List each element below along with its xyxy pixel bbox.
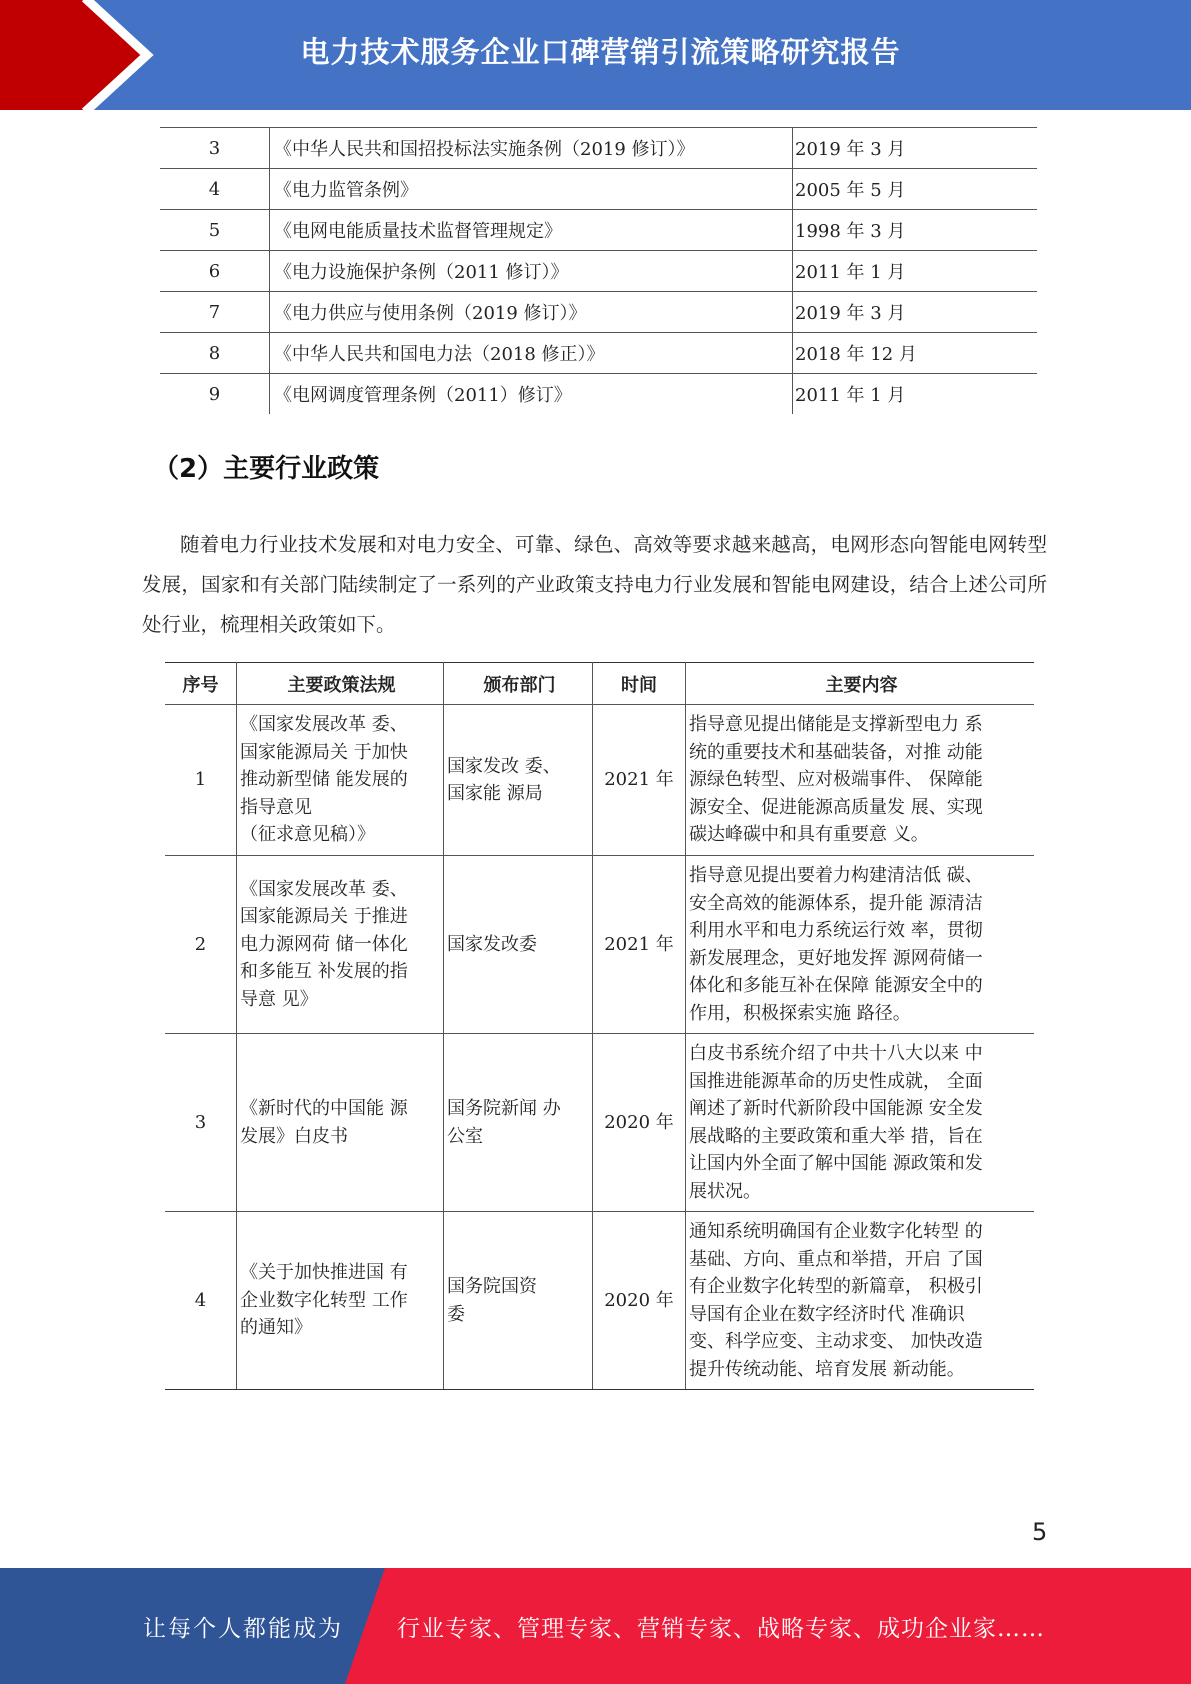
policy-number-text: 1 (194, 769, 207, 791)
header-arrow-decoration (0, 0, 160, 110)
policy-department-text: 国家发改 委、 国家能 源局 (447, 755, 561, 804)
policy-time-text: 2020 年 (604, 1289, 674, 1311)
policy-department (444, 856, 593, 1034)
law-date: 2011 年 1 月 (793, 251, 1038, 292)
policy-time (593, 856, 686, 1034)
header-content: 主要内容 (686, 663, 1035, 705)
law-table-row (160, 333, 1037, 374)
policy-time (593, 1212, 686, 1390)
policy-content (686, 856, 1035, 1034)
policy-table-row (165, 1034, 1034, 1212)
policy-name (237, 856, 444, 1034)
header-no: 序号 (165, 663, 237, 705)
law-name: 《电网电能质量技术监督管理规定》 (270, 210, 793, 251)
header-name: 主要政策法规 (237, 663, 444, 705)
law-name: 《中华人民共和国电力法（2018 修正）》 (270, 333, 793, 374)
law-table-row (160, 210, 1037, 251)
policy-name-text: 《国家发展改革 委、 国家能源局关 于加快 推动新型储 能发展的 指导意见 （征求意见稿）》 (240, 714, 408, 846)
policy-table (165, 662, 1034, 1390)
law-name: 《电力监管条例》 (270, 169, 793, 210)
policy-table-header-row (165, 663, 1034, 705)
policy-number (165, 856, 237, 1034)
page-number: 5 (1032, 1518, 1048, 1546)
policy-time-text: 2021 年 (604, 933, 674, 955)
policy-number-text: 3 (194, 1111, 207, 1133)
policy-time (593, 705, 686, 856)
law-date: 1998 年 3 月 (793, 210, 1038, 251)
policy-table-row (165, 856, 1034, 1034)
policy-department (444, 1034, 593, 1212)
law-number: 8 (160, 333, 270, 374)
law-date: 2011 年 1 月 (795, 385, 906, 406)
law-number: 5 (160, 210, 270, 251)
law-number: 9 (160, 374, 270, 415)
law-number: 3 (160, 128, 270, 169)
law-table-row (160, 374, 1037, 415)
law-table-row (160, 128, 1037, 169)
law-table-row (160, 251, 1037, 292)
law-table (160, 127, 1037, 414)
policy-time-text: 2021 年 (604, 769, 674, 791)
header-time: 时间 (593, 663, 686, 705)
law-table-row (160, 169, 1037, 210)
law-number: 6 (160, 251, 270, 292)
law-name: 《电力供应与使用条例（2019 修订）》 (270, 292, 793, 333)
law-date: 2019 年 3 月 (793, 292, 1038, 333)
policy-content (686, 1212, 1035, 1390)
policy-content-text: 白皮书系统介绍了中共十八大以来 中 国推进能源革命的历史性成就， 全面 阐述了新时代新阶段中国能源 安全发 展战略的主要政策和重大举 措，旨在 让国内外全面了解中国能 源政策和发 展状况。 (689, 1043, 983, 1202)
policy-department-text: 国务院新闻 办 公室 (447, 1098, 561, 1147)
footer-slogan-right: 行业专家、管理专家、营销专家、战略专家、成功企业家…… (397, 1615, 1045, 1642)
section-heading: （2）主要行业政策 (153, 454, 380, 484)
policy-time (593, 1034, 686, 1212)
header-dept: 颁布部门 (444, 663, 593, 705)
policy-content (686, 705, 1035, 856)
policy-number-text: 2 (194, 933, 207, 955)
policy-table-row (165, 705, 1034, 856)
page-header (0, 0, 1191, 110)
policy-name (237, 705, 444, 856)
law-date: 2005 年 5 月 (793, 169, 1038, 210)
policy-content-text: 通知系统明确国有企业数字化转型 的 基础、方向、重点和举措，开启 了国 有企业数字化转型的新篇章， 积极引 导国有企业在数字经济时代 准确识 变、科学应变、主动求变、 加快改造 提升传统动能、培育发展 新动能。 (689, 1221, 983, 1380)
policy-number (165, 1034, 237, 1212)
policy-content-text: 指导意见提出要着力构建清洁低 碳、 安全高效的能源体系，提升能 源清洁 利用水平和电力系统运行效 率，贯彻 新发展理念，更好地发挥 源网荷储一 体化和多能互补在保障 能源安全中的 作用，积极探索实施 路径。 (689, 865, 983, 1024)
report-title: 电力技术服务企业口碑营销引流策略研究报告 (300, 34, 901, 69)
law-name: 《电网调度管理条例（2011）修订》 (270, 374, 793, 415)
policy-content-text: 指导意见提出储能是支撑新型电力 系 统的重要技术和基础装备，对推 动能 源绿色转型、应对极端事件、 保障能 源安全、促进能源高质量发 展、实现 碳达峰碳中和具有重要意 义。 (689, 714, 983, 846)
policy-number-text: 4 (194, 1289, 207, 1311)
footer-slogan-left: 让每个人都能成为 (143, 1615, 343, 1642)
law-number: 4 (160, 169, 270, 210)
policy-content (686, 1034, 1035, 1212)
policy-name-text: 《新时代的中国能 源 发展》白皮书 (240, 1098, 408, 1147)
policy-department (444, 1212, 593, 1390)
page-footer (0, 1568, 1191, 1684)
policy-name (237, 1212, 444, 1390)
law-table-row (160, 292, 1037, 333)
policy-name (237, 1034, 444, 1212)
law-number: 7 (160, 292, 270, 333)
policy-name-text: 《关于加快推进国 有 企业数字化转型 工作 的通知》 (240, 1262, 408, 1339)
law-date: 2018 年 12 月 (793, 333, 1038, 374)
law-date: 2019 年 3 月 (793, 128, 1038, 169)
policy-number (165, 1212, 237, 1390)
policy-table-row (165, 1212, 1034, 1390)
policy-time-text: 2020 年 (604, 1111, 674, 1133)
policy-department-text: 国家发改委 (447, 933, 537, 955)
section-paragraph: 随着电力行业技术发展和对电力安全、可靠、绿色、高效等要求越来越高，电网形态向智能电网转型发展，国家和有关部门陆续制定了一系列的产业政策支持电力行业发展和智能电网建设，结合上述公司所处行业，梳理相关政策如下。 (142, 533, 1047, 636)
policy-department (444, 705, 593, 856)
law-name: 《中华人民共和国招投标法实施条例（2019 修订）》 (270, 128, 793, 169)
policy-number (165, 705, 237, 856)
policy-department-text: 国务院国资 委 (447, 1276, 537, 1325)
policy-name-text: 《国家发展改革 委、 国家能源局关 于推进 电力源网荷 储一体化 和多能互 补发展的指 导意 见》 (240, 878, 408, 1010)
law-name: 《电力设施保护条例（2011 修订）》 (270, 251, 793, 292)
